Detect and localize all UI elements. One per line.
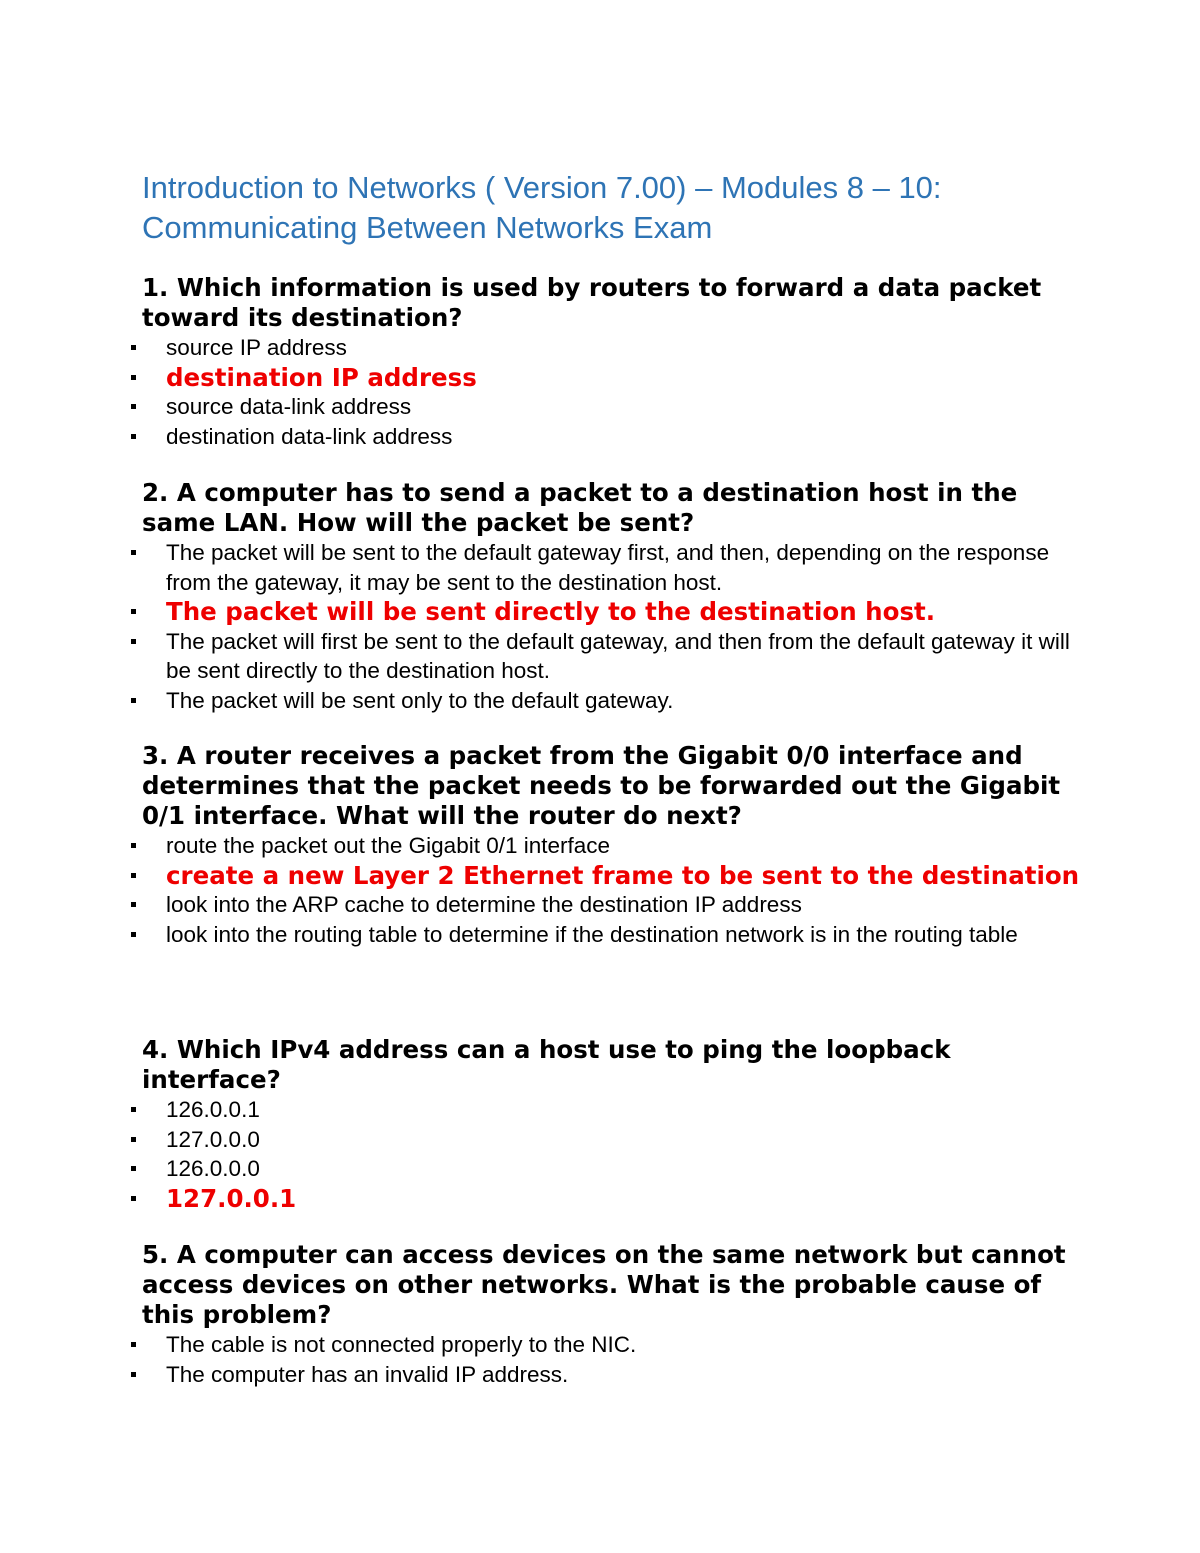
bullet-icon (131, 1107, 136, 1112)
answer-options (142, 538, 1082, 715)
answer-options (142, 831, 1082, 949)
bullet-icon (131, 375, 136, 380)
bullet-icon (131, 609, 136, 614)
answer-label: route the packet out the Gigabit 0/1 interface (166, 833, 611, 858)
bullet-icon (131, 639, 136, 644)
title-line-2: Communicating Between Networks Exam (142, 210, 713, 245)
answer-option (142, 538, 1082, 597)
answer-option (142, 831, 1082, 861)
question-5 (142, 1240, 1082, 1389)
answer-option (142, 392, 1082, 422)
question-2 (142, 478, 1082, 715)
answer-label: destination data-link address (166, 423, 453, 449)
bullet-icon (131, 902, 136, 907)
question-text: 1. Which information is used by routers to forward a data packet toward its destination? (142, 273, 1042, 332)
answer-option (142, 627, 1082, 686)
answer-options (142, 333, 1082, 451)
bullet-icon (131, 1372, 136, 1377)
bullet-icon (131, 873, 136, 878)
question-text: 4. Which IPv4 address can a host use to ping the loopback interface? (142, 1035, 951, 1094)
title-line-1: Introduction to Networks ( Version 7.00) – Modules 8 – 10: (142, 170, 942, 205)
answer-label: source data-link address (166, 394, 412, 419)
answer-option (142, 686, 1082, 716)
page-title (142, 168, 1042, 248)
answer-option (142, 1360, 1082, 1390)
question-1 (142, 273, 1082, 451)
bullet-icon (131, 550, 136, 555)
answer-label: The packet will first be sent to the default gateway, and then from the default gateway it will be sent directly to the destination host. (166, 628, 1070, 683)
answer-options (142, 1095, 1082, 1213)
bullet-icon (131, 345, 136, 350)
answer-option (142, 1095, 1082, 1125)
answer-option (142, 1125, 1082, 1155)
answer-option (142, 422, 1082, 452)
question-text: 5. A computer can access devices on the same network but cannot access devices on other networks. What is the probable cause of this problem? (142, 1240, 1066, 1329)
answer-option (142, 1154, 1082, 1184)
correct-answer-option (142, 861, 1082, 891)
answer-label: The packet will be sent only to the default gateway. (166, 687, 674, 713)
answer-option (142, 1330, 1082, 1360)
answer-label: The cable is not connected properly to the NIC. (166, 1332, 637, 1357)
bullet-icon (131, 1342, 136, 1347)
answer-label: The packet will be sent directly to the destination host. (166, 597, 936, 626)
answer-label: destination IP address (166, 362, 477, 392)
answer-label: look into the routing table to determine if the destination network is in the routing table (166, 921, 1018, 947)
answer-options (142, 1330, 1082, 1389)
answer-label: 126.0.0.1 (166, 1097, 260, 1122)
bullet-icon (131, 843, 136, 848)
answer-option (142, 333, 1082, 363)
bullet-icon (131, 698, 136, 703)
correct-answer-option (142, 363, 1082, 393)
answer-label: create a new Layer 2 Ethernet frame to be sent to the destination (166, 860, 1080, 890)
answer-label: 127.0.0.1 (166, 1183, 297, 1213)
question-text: 3. A router receives a packet from the Gigabit 0/0 interface and determines that the packet needs to be forwarded out the Gigabit 0/1 interface. What will the router do next? (142, 741, 1061, 830)
bullet-icon (131, 404, 136, 409)
answer-label: source IP address (166, 335, 347, 360)
answer-option (142, 890, 1082, 920)
correct-answer-option (142, 1184, 1082, 1214)
answer-label: 127.0.0.0 (166, 1126, 260, 1152)
question-3 (142, 741, 1082, 949)
bullet-icon (131, 932, 136, 937)
answer-label: The computer has an invalid IP address. (166, 1361, 569, 1387)
bullet-icon (131, 1166, 136, 1171)
bullet-icon (131, 1196, 136, 1201)
answer-label: The packet will be sent to the default gateway first, and then, depending on the response from the gateway, it may be sent to the destination host. (166, 540, 1050, 595)
bullet-icon (131, 434, 136, 439)
answer-label: look into the ARP cache to determine the destination IP address (166, 892, 802, 917)
correct-answer-option (142, 597, 1082, 627)
question-4 (142, 1035, 1082, 1213)
answer-option (142, 920, 1082, 950)
question-text: 2. A computer has to send a packet to a destination host in the same LAN. How will the packet be sent? (142, 478, 1018, 537)
bullet-icon (131, 1137, 136, 1142)
answer-label: 126.0.0.0 (166, 1156, 260, 1181)
